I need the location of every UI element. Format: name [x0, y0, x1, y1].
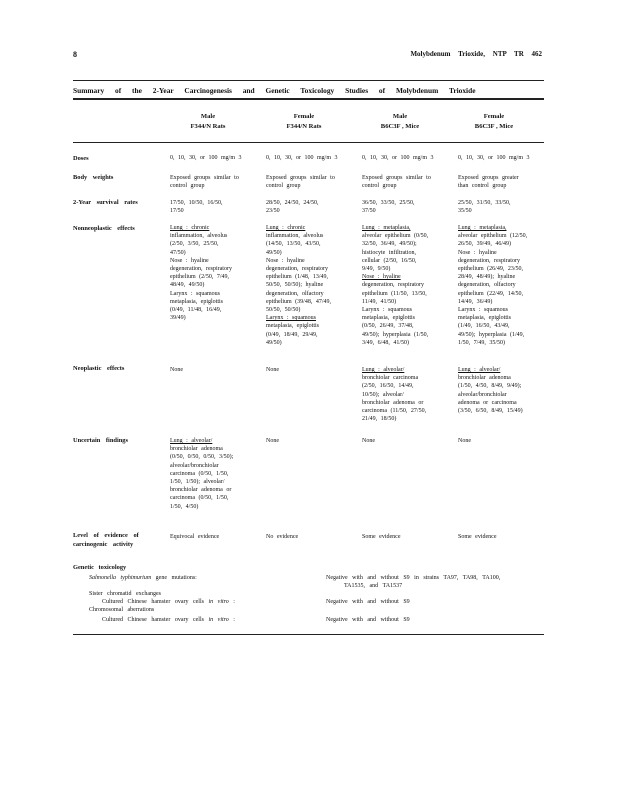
genetox-result-chromosomal: Negative with and without S9 — [326, 617, 410, 623]
row-label-uncertain: Uncertain findings — [73, 437, 128, 444]
cell-doses-female-mice: 0, 10, 30, or 100 mg/m 3 — [458, 155, 530, 161]
column-header-male-rats: Male F344/N Rats — [190, 113, 226, 130]
genetox-result-salmonella: Negative with and without S9 in strains TA97, TA98, TA100, — [326, 575, 501, 581]
row-label-neoplastic: Neoplastic effects — [73, 365, 125, 372]
running-title: Molybdenum Trioxide, NTP TR 462 — [410, 50, 542, 58]
title-rule — [73, 98, 544, 100]
row-label-doses: Doses — [73, 155, 89, 162]
cell-uncertain-male-mice: None — [362, 438, 375, 444]
cell-body-weights-male-rats: Exposed groups similar to control group — [170, 175, 239, 190]
genetox-result-sister-chromatid: Negative with and without S9 — [326, 599, 410, 605]
row-label-nonneoplastic: Nonneoplastic effects — [73, 225, 135, 232]
cell-neoplastic-female-rats: None — [266, 367, 279, 373]
cell-nonneoplastic-female-mice: Lung : metaplasia, alveolar epithelium (12/50, 26/50, 39/49, 46/49) Nose : hyaline degeneration, respiratory epithelium (26/49, 23/50, 28/49, 48/49); hyaline degeneration, olfactory epithelium (22/49, 14/50, 14/49, 36/49) Larynx : squamous metaplasia, epiglottis (1/49, 16/50, 43/49, 49/50); hyperplasia (1/49, 1/50, 7/49, 35/50) — [458, 225, 528, 346]
cell-uncertain-male-rats: Lung : alveolar/ bronchiolar adenoma (0/50, 0/50, 0/50, 3/50); alveolar/bronchiolar carcinoma (0/50, 1/50, 1/50, 1/50); alveolar/ bronchiolar adenoma or carcinoma (0/50, 1/50, 1/50, 4/50) — [170, 438, 234, 510]
cell-evidence-female-mice: Some evidence — [458, 534, 497, 540]
cell-survival-male-rats: 17/50, 10/50, 16/50, 17/50 — [170, 200, 223, 215]
column-header-female-mice: Female B6C3F , Mice — [474, 113, 514, 130]
cell-doses-male-mice: 0, 10, 30, or 100 mg/m 3 — [362, 155, 434, 161]
cell-nonneoplastic-female-rats: Lung : chronic inflammation, alveolus (14/50, 13/50, 43/50, 49/50) Nose : hyaline degeneration, respiratory epithelium (1/48, 13/49, 50/50, 50/50); hyaline degeneration, olfactory epithelium (39/48, 47/49, 50/50, 50/50) Larynx : squamous metaplasia, epiglottis (0/49, 18/49, 29/49, 49/50) — [266, 225, 331, 346]
cell-nonneoplastic-male-rats: Lung : chronic inflammation, alveolus (2/50, 3/50, 25/50, 47/50) Nose : hyaline degeneration, respiratory epithelium (2/50, 7/49, 48/49, 49/50) Larynx : squamous metaplasia, epiglottis (0/49, 11/48, 16/49, 39/49) — [170, 225, 232, 322]
cell-uncertain-female-rats: None — [266, 438, 279, 444]
genetic-toxicology-heading: Genetic toxicology — [73, 564, 127, 571]
cell-neoplastic-male-rats: None — [170, 367, 183, 373]
cell-uncertain-female-mice: None — [458, 438, 471, 444]
table-title: Summary of the 2-Year Carcinogenesis and Genetic Toxicology Studies of Molybdenum Trioxide — [73, 86, 476, 95]
column-header-male-mice: Male B6C3F , Mice — [380, 113, 420, 130]
cell-evidence-male-mice: Some evidence — [362, 534, 401, 540]
top-rule — [73, 80, 544, 81]
cell-survival-male-mice: 36/50, 33/50, 25/50, 37/50 — [362, 200, 415, 215]
cell-doses-female-rats: 0, 10, 30, or 100 mg/m 3 — [266, 155, 338, 161]
cell-neoplastic-male-mice: Lung : alveolar/ bronchiolar carcinoma (2/50, 16/50, 14/49, 10/50); alveolar/ bronchiolar adenoma or carcinoma (11/50, 27/50, 21/49, 18/50) — [362, 367, 427, 423]
cell-evidence-male-rats: Equivocal evidence — [170, 534, 220, 540]
genetox-test-chromosomal: Chromosomal aberrations — [89, 607, 155, 613]
cell-doses-male-rats: 0, 10, 30, or 100 mg/m 3 — [170, 155, 242, 161]
cell-body-weights-male-mice: Exposed groups similar to control group — [362, 175, 431, 190]
bottom-rule — [73, 634, 544, 635]
cell-survival-female-mice: 25/50, 31/50, 33/50, 35/50 — [458, 200, 511, 215]
row-label-evidence: Level of evidence of carcinogenic activity — [73, 532, 139, 548]
page-number: 8 — [73, 50, 77, 59]
header-rule — [73, 142, 544, 143]
genetox-test-chromosomal-cells: Cultured Chinese hamster ovary cells in vitro : — [102, 617, 235, 623]
cell-body-weights-female-rats: Exposed groups similar to control group — [266, 175, 335, 190]
cell-neoplastic-female-mice: Lung : alveolar/ bronchiolar adenoma (1/50, 4/50, 8/49, 9/49); alveolar/bronchiolar adenoma or carcinoma (3/50, 6/50, 8/49, 15/49) — [458, 367, 523, 415]
column-header-female-rats: Female F344/N Rats — [286, 113, 322, 130]
genetox-test-salmonella: Salmonella typhimurium gene mutations: — [89, 575, 197, 581]
row-label-survival: 2-Year survival rates — [73, 199, 138, 206]
genetox-test-sister-chromatid-cells: Cultured Chinese hamster ovary cells in vitro : — [102, 599, 235, 605]
genetox-result-salmonella-strains: TA1535, and TA1537 — [344, 583, 403, 589]
genetox-test-sister-chromatid: Sister chromatid exchanges — [89, 591, 161, 597]
cell-evidence-female-rats: No evidence — [266, 534, 299, 540]
cell-nonneoplastic-male-mice: Lung : metaplasia, alveolar epithelium (0/50, 32/50, 36/49, 49/50); histiocyte infiltration, cellular (2/50, 16/50, 9/49, 9/50) Nose : hyaline degeneration, respiratory epithelium (11/50, 13/50, 11/49, 41/50) Larynx : squamous metaplasia, epiglottis (0/50, 26/49, 37/48, 49/50); hyperplasia (1/50, 3/49, 6/48, 41/50) — [362, 225, 429, 346]
cell-survival-female-rats: 28/50, 24/50, 24/50, 23/50 — [266, 200, 319, 215]
row-label-body-weights: Body weights — [73, 174, 114, 181]
cell-body-weights-female-mice: Exposed groups greater than control group — [458, 175, 519, 190]
